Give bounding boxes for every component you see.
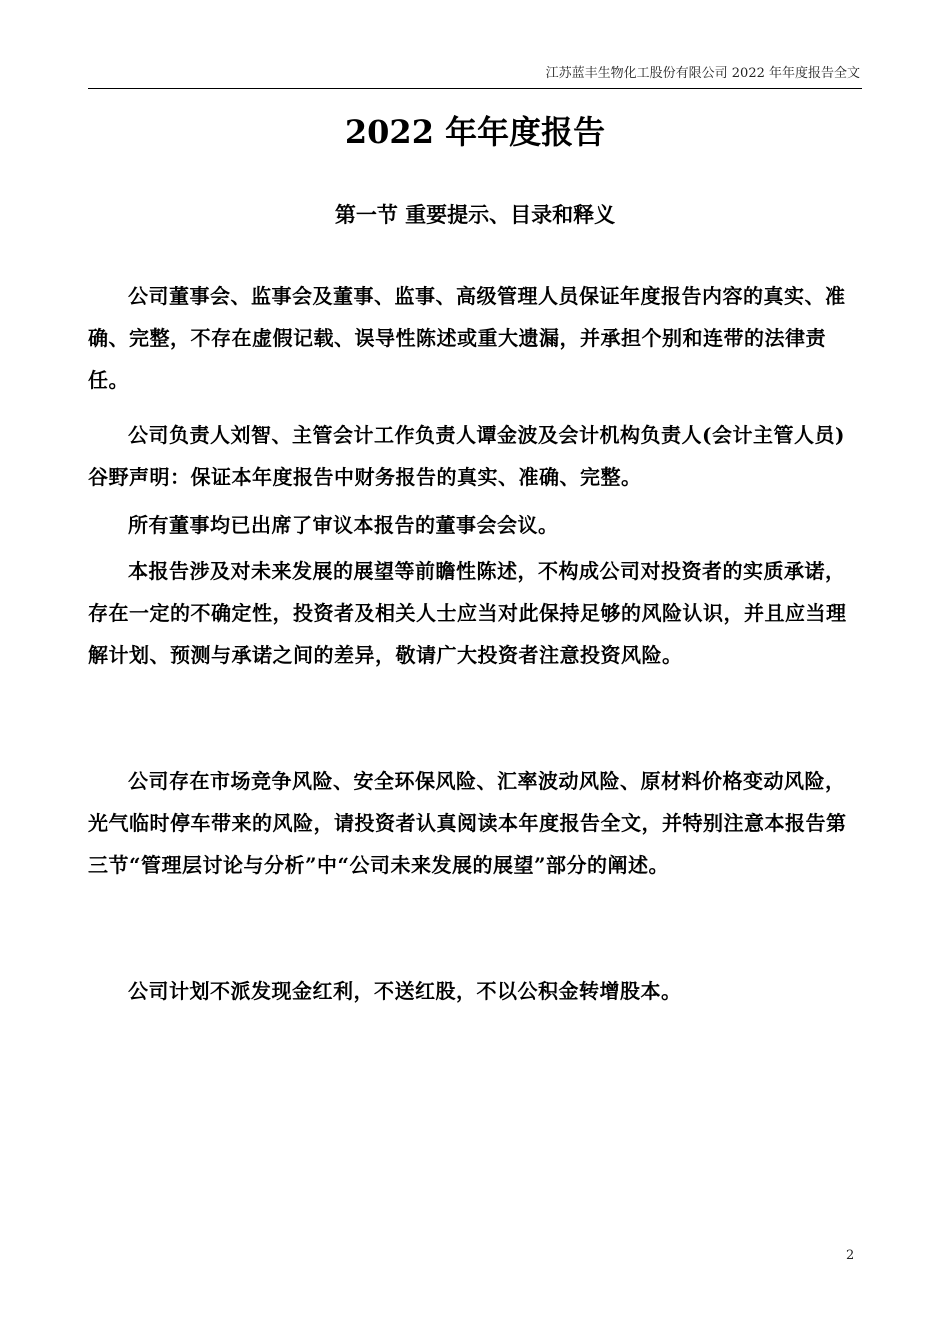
report-title: 2022 年年度报告: [344, 113, 606, 151]
paragraph-directors-attendance: 所有董事均已出席了审议本报告的董事会会议。: [128, 513, 559, 537]
page-header: [88, 66, 862, 89]
paragraph-forward-looking: 本报告涉及对未来发展的展望等前瞻性陈述，不构成公司对投资者的实质承诺，存在一定的不确定性，投资者及相关人士应当对此保持足够的风险认识，并且应当理解计划、预测与承诺之间的差异，敬请广大投资者注意投资风险。: [88, 559, 847, 667]
paragraph-responsible-persons: 公司负责人刘智、主管会计工作负责人谭金波及会计机构负责人(会计主管人员)谷野声明：保证本年度报告中财务报告的真实、准确、完整。: [88, 423, 845, 489]
section-title: 第一节 重要提示、目录和释义: [334, 202, 616, 227]
header-text: 江苏蓝丰生物化工股份有限公司 2022 年年度报告全文: [545, 66, 860, 81]
paragraph-dividend-plan: 公司计划不派发现金红利，不送红股，不以公积金转增股本。: [128, 979, 682, 1003]
paragraph-board-guarantee: 公司董事会、监事会及董事、监事、高级管理人员保证年度报告内容的真实、准确、完整，不存在虚假记载、误导性陈述或重大遗漏，并承担个别和连带的法律责任。: [88, 284, 846, 392]
page-number: 2: [846, 1248, 855, 1263]
paragraph-risks: 公司存在市场竞争风险、安全环保风险、汇率波动风险、原材料价格变动风险，光气临时停车带来的风险，请投资者认真阅读本年度报告全文，并特别注意本报告第三节“管理层讨论与分析”中“公司未来发展的展望”部分的阐述。: [88, 769, 847, 877]
